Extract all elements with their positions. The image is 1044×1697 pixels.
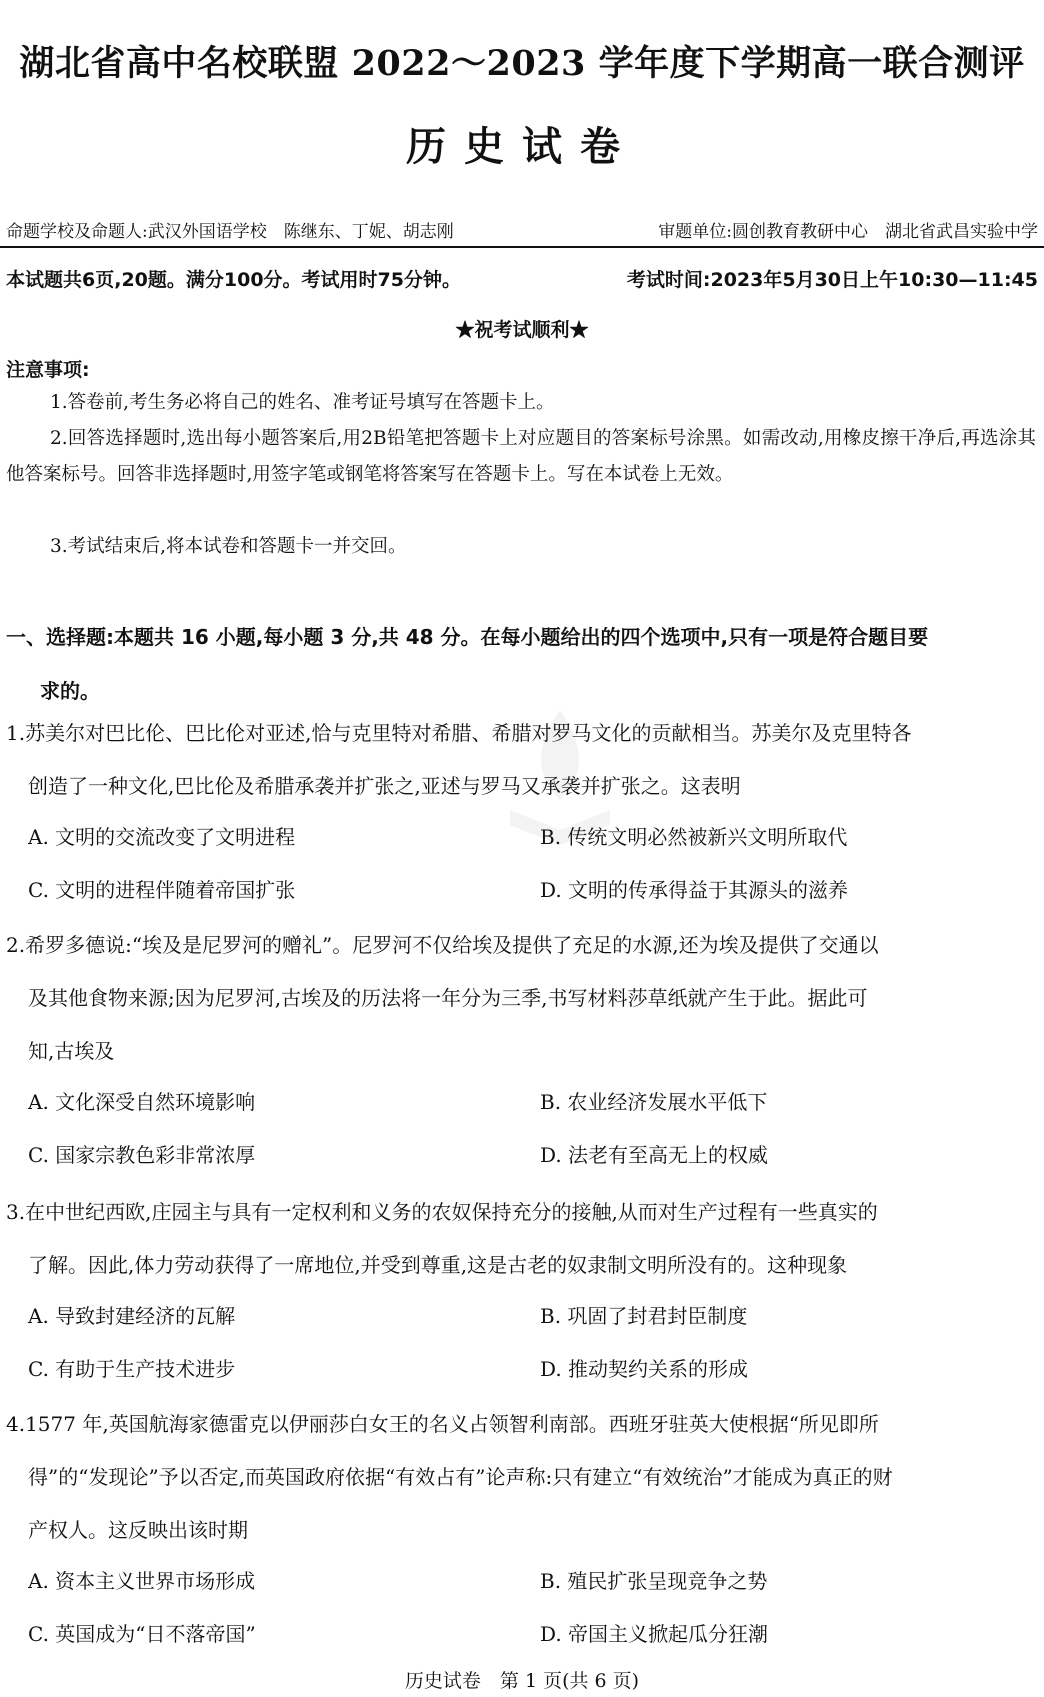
question-stem: [6, 707, 1038, 813]
stem-line: 产权人。这反映出该时期: [28, 1518, 248, 1542]
stem-line: 1.苏美尔对巴比伦、巴比伦对亚述,恰与克里特对希腊、希腊对罗马文化的贡献相当。苏美尔及克里特各: [6, 721, 912, 745]
question-1: [6, 707, 1038, 919]
option-d[interactable]: D. 文明的传承得益于其源头的滋养: [540, 878, 849, 902]
stem-line: 4.1577 年,英国航海家德雷克以伊丽莎白女王的名义占领智利南部。西班牙驻英大使根据“所见即所: [6, 1412, 879, 1436]
option-b[interactable]: B. 殖民扩张呈现竞争之势: [540, 1569, 768, 1593]
exam-time: 考试时间:2023年5月30日上午10:30—11:45: [626, 269, 1038, 291]
reviewers-text: 审题单位:圆创教育教研中心 湖北省武昌实验中学: [658, 222, 1038, 242]
section-heading: [6, 610, 1038, 718]
question-2: [6, 919, 1038, 1184]
option-d[interactable]: D. 法老有至高无上的权威: [540, 1143, 769, 1167]
option-a[interactable]: A. 文明的交流改变了文明进程: [28, 825, 296, 849]
option-a[interactable]: A. 资本主义世界市场形成: [28, 1569, 256, 1593]
notice-item-3: 3.考试结束后,将本试卷和答题卡一并交回。: [50, 536, 407, 557]
stem-line: 2.希罗多德说:“埃及是尼罗河的赠礼”。尼罗河不仅给埃及提供了充足的水源,还为埃及提供了交通以: [6, 933, 879, 957]
option-b[interactable]: B. 农业经济发展水平低下: [540, 1090, 768, 1114]
header-divider: [0, 246, 1044, 248]
option-c[interactable]: C. 有助于生产技术进步: [28, 1357, 236, 1381]
section-heading-line2: 求的。: [40, 679, 100, 703]
option-a[interactable]: A. 文化深受自然环境影响: [28, 1090, 256, 1114]
notice-item-1: 1.答卷前,考生务必将自己的姓名、准考证号填写在答题卡上。: [50, 392, 555, 413]
question-4: [6, 1398, 1038, 1663]
options: [6, 1557, 1038, 1663]
notice-title: 注意事项:: [6, 359, 90, 381]
stem-line: 3.在中世纪西欧,庄园主与具有一定权利和义务的农奴保持充分的接触,从而对生产过程有一些真实的: [6, 1200, 878, 1224]
option-b[interactable]: B. 传统文明必然被新兴文明所取代: [540, 825, 848, 849]
stem-line: 创造了一种文化,巴比伦及希腊承袭并扩张之,亚述与罗马又承袭并扩张之。这表明: [28, 774, 741, 798]
stem-line: 了解。因此,体力劳动获得了一席地位,并受到尊重,这是古老的奴隶制文明所没有的。这种现象: [28, 1253, 848, 1277]
options: [6, 813, 1038, 919]
exam-info-row: [6, 265, 1038, 292]
exam-info-left: 本试题共6页,20题。满分100分。考试用时75分钟。: [6, 269, 461, 291]
option-a[interactable]: A. 导致封建经济的瓦解: [28, 1304, 236, 1328]
options: [6, 1292, 1038, 1398]
question-stem: [6, 919, 1038, 1078]
authors-text: 命题学校及命题人:武汉外国语学校 陈继东、丁妮、胡志刚: [6, 222, 454, 242]
question-stem: [6, 1186, 1038, 1292]
option-b[interactable]: B. 巩固了封君封臣制度: [540, 1304, 748, 1328]
notice-item-2: 2.回答选择题时,选出每小题答案后,用2B铅笔把答题卡上对应题目的答案标号涂黑。如需改动,用橡皮擦干净后,再选涂其他答案标号。回答非选择题时,用签字笔或钢笔将答案写在答题卡上。写在本试卷上无效。: [6, 428, 1036, 485]
authorship-row: [6, 217, 1038, 242]
option-c[interactable]: C. 文明的进程伴随着帝国扩张: [28, 878, 296, 902]
question-3: [6, 1186, 1038, 1398]
subject-title: 历史试卷: [406, 123, 638, 170]
option-d[interactable]: D. 帝国主义掀起瓜分狂潮: [540, 1622, 769, 1646]
question-stem: [6, 1398, 1038, 1557]
section-heading-line1: 一、选择题:本题共 16 小题,每小题 3 分,共 48 分。在每小题给出的四个选项中,只有一项是符合题目要: [6, 625, 929, 649]
exam-title: 湖北省高中名校联盟 2022～2023 学年度下学期高一联合测评: [19, 43, 1025, 84]
stem-line: 得”的“发现论”予以否定,而英国政府依据“有效占有”论声称:只有建立“有效统治”才能成为真正的财: [28, 1465, 893, 1489]
good-luck-banner: ★祝考试顺利★: [455, 319, 589, 341]
stem-line: 知,古埃及: [28, 1039, 115, 1063]
page-footer: 历史试卷 第 1 页(共 6 页): [404, 1670, 640, 1692]
option-d[interactable]: D. 推动契约关系的形成: [540, 1357, 749, 1381]
stem-line: 及其他食物来源;因为尼罗河,古埃及的历法将一年分为三季,书写材料莎草纸就产生于此。据此可: [28, 986, 868, 1010]
options: [6, 1078, 1038, 1184]
option-c[interactable]: C. 国家宗教色彩非常浓厚: [28, 1143, 256, 1167]
option-c[interactable]: C. 英国成为“日不落帝国”: [28, 1622, 256, 1646]
